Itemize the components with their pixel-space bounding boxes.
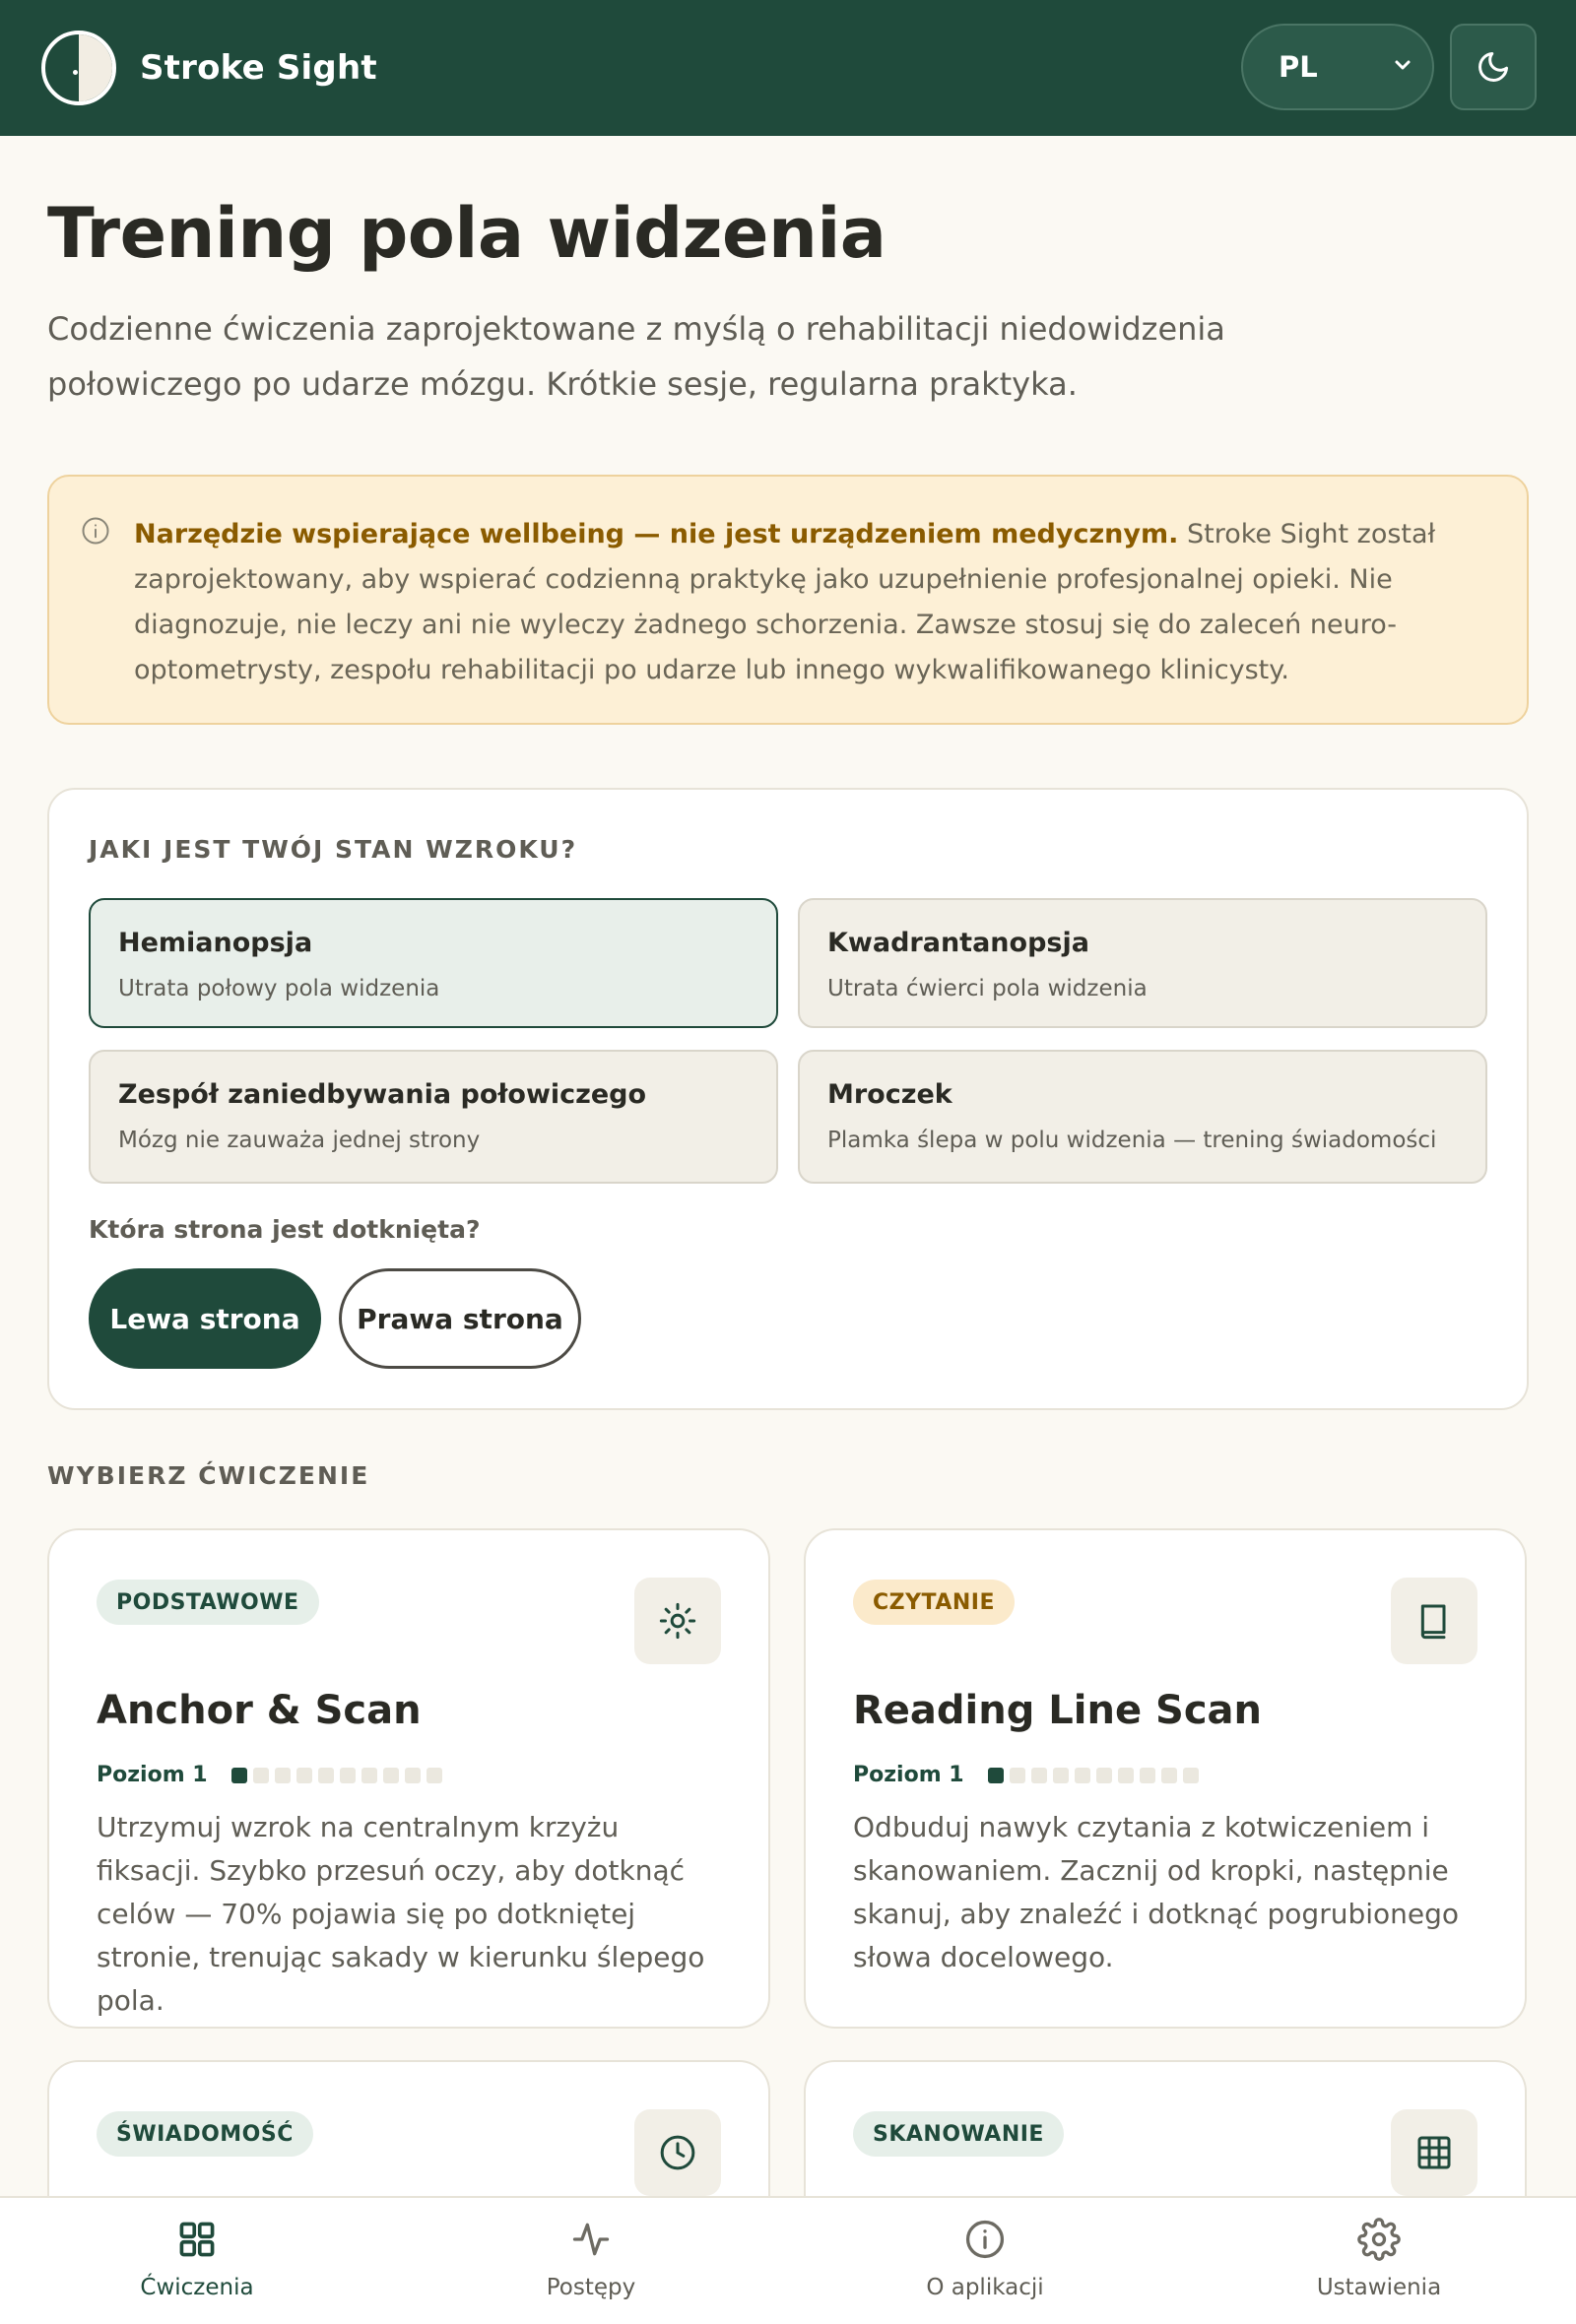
level-progress	[988, 1768, 1199, 1783]
medical-disclaimer	[47, 475, 1529, 725]
clock-icon	[634, 2109, 721, 2196]
level-label: Poziom 1	[97, 1763, 208, 1787]
condition-option-desc: Mózg nie zauważa jednej strony	[118, 1128, 481, 1153]
nav-item-settings[interactable]	[1182, 2198, 1576, 2324]
level-step	[296, 1768, 312, 1783]
gear-icon	[1357, 2218, 1401, 2261]
level-step	[275, 1768, 291, 1783]
condition-option-zaniedbywanie[interactable]	[89, 1050, 778, 1184]
nav-label: Ustawienia	[1316, 2275, 1442, 2300]
level-progress	[231, 1768, 442, 1783]
sun-icon	[634, 1578, 721, 1664]
level-step	[1075, 1768, 1090, 1783]
exercise-level	[97, 1763, 442, 1787]
exercise-card-anchor-scan[interactable]	[47, 1528, 770, 2029]
activity-icon	[569, 2218, 613, 2261]
level-step	[361, 1768, 377, 1783]
exercise-title: Anchor & Scan	[97, 1688, 422, 1733]
exercise-level	[853, 1763, 1199, 1787]
language-select[interactable]	[1241, 24, 1434, 110]
level-step	[1010, 1768, 1025, 1783]
level-step	[318, 1768, 334, 1783]
condition-option-title: Kwadrantanopsja	[827, 928, 1089, 958]
exercise-tag: ŚWIADOMOŚĆ	[97, 2111, 313, 2157]
level-step	[1140, 1768, 1155, 1783]
nav-label: Ćwiczenia	[140, 2275, 254, 2300]
condition-option-title: Hemianopsja	[118, 928, 313, 958]
page-subtitle: Codzienne ćwiczenia zaprojektowane z myślą o rehabilitacji niedowidzenia połowiczego po udarze mózgu. Krótkie sesje, regularna praktyka.	[47, 310, 1225, 403]
app-title: Stroke Sight	[140, 48, 377, 88]
exercise-title: Reading Line Scan	[853, 1688, 1263, 1733]
condition-option-kwadrantanopsja[interactable]	[798, 898, 1487, 1028]
chevron-down-icon	[1391, 53, 1414, 77]
nav-item-exercises[interactable]	[0, 2198, 394, 2324]
exercise-tag: CZYTANIE	[853, 1580, 1015, 1625]
level-step	[1161, 1768, 1177, 1783]
level-step	[1053, 1768, 1069, 1783]
book-icon	[1391, 1578, 1478, 1664]
exercise-tag: SKANOWANIE	[853, 2111, 1064, 2157]
level-step	[988, 1768, 1004, 1783]
level-step	[405, 1768, 421, 1783]
info-icon	[963, 2218, 1007, 2261]
grid-four-icon	[175, 2218, 219, 2261]
level-step	[1031, 1768, 1047, 1783]
grid-icon	[1391, 2109, 1478, 2196]
level-step	[340, 1768, 356, 1783]
right-side-button[interactable]: Prawa strona	[339, 1268, 581, 1369]
level-step	[1183, 1768, 1199, 1783]
condition-option-desc: Plamka ślepa w polu widzenia — trening świadomości	[827, 1128, 1437, 1153]
moon-icon	[1476, 49, 1511, 85]
side-question: Która strona jest dotknięta?	[89, 1215, 481, 1244]
level-step	[1096, 1768, 1112, 1783]
level-step	[427, 1768, 442, 1783]
level-step	[231, 1768, 247, 1783]
condition-heading: JAKI JEST TWÓJ STAN WZROKU?	[89, 835, 578, 864]
language-value: PL	[1279, 50, 1318, 84]
bottom-nav	[0, 2196, 1576, 2324]
disclaimer-text: Stroke Sight został zaprojektowany, aby wspierać codzienną praktykę jako uzupełnienie profesjonalnej opieki. Nie diagnozuje, nie leczy ani nie wyleczy żadnego schorzenia. Zawsze stosuj się do zaleceń neuro-optometrysty, zespołu rehabilitacji po udarze lub innego wykwalifikowanego klinicysty.	[134, 519, 1436, 685]
left-side-button[interactable]: Lewa strona	[89, 1268, 321, 1369]
level-step	[383, 1768, 399, 1783]
nav-label: O aplikacji	[926, 2275, 1044, 2300]
app-header	[0, 0, 1576, 136]
page-title: Trening pola widzenia	[47, 193, 886, 274]
exercise-description: Utrzymuj wzrok na centralnym krzyżu fiksacji. Szybko przesuń oczy, aby dotknąć celów — 70% pojawia się po dotkniętej stronie, trenując sakady w kierunku ślepego pola.	[97, 1811, 705, 2017]
condition-option-desc: Utrata ćwierci pola widzenia	[827, 976, 1148, 1001]
condition-option-hemianopsja[interactable]	[89, 898, 778, 1028]
level-label: Poziom 1	[853, 1763, 964, 1787]
exercise-card-reading-line-scan[interactable]	[804, 1528, 1527, 2029]
condition-option-desc: Utrata połowy pola widzenia	[118, 976, 440, 1001]
condition-option-title: Mroczek	[827, 1079, 952, 1110]
info-icon	[81, 516, 110, 546]
logo-icon	[41, 31, 116, 105]
nav-label: Postępy	[546, 2275, 636, 2300]
condition-card	[47, 788, 1529, 1410]
nav-item-progress[interactable]	[394, 2198, 788, 2324]
exercise-tag: PODSTAWOWE	[97, 1580, 319, 1625]
exercises-heading: WYBIERZ ĆWICZENIE	[47, 1461, 370, 1490]
condition-option-title: Zespół zaniedbywania połowiczego	[118, 1079, 647, 1110]
disclaimer-bold: Narzędzie wspierające wellbeing — nie jest urządzeniem medycznym.	[134, 519, 1179, 549]
exercise-description: Odbuduj nawyk czytania z kotwiczeniem i skanowaniem. Zacznij od kropki, następnie skanuj, aby znaleźć i dotknąć pogrubionego słowa docelowego.	[853, 1811, 1460, 1973]
nav-item-about[interactable]	[788, 2198, 1182, 2324]
level-step	[253, 1768, 269, 1783]
level-step	[1118, 1768, 1134, 1783]
condition-option-mroczek[interactable]	[798, 1050, 1487, 1184]
theme-toggle-button[interactable]	[1450, 24, 1537, 110]
